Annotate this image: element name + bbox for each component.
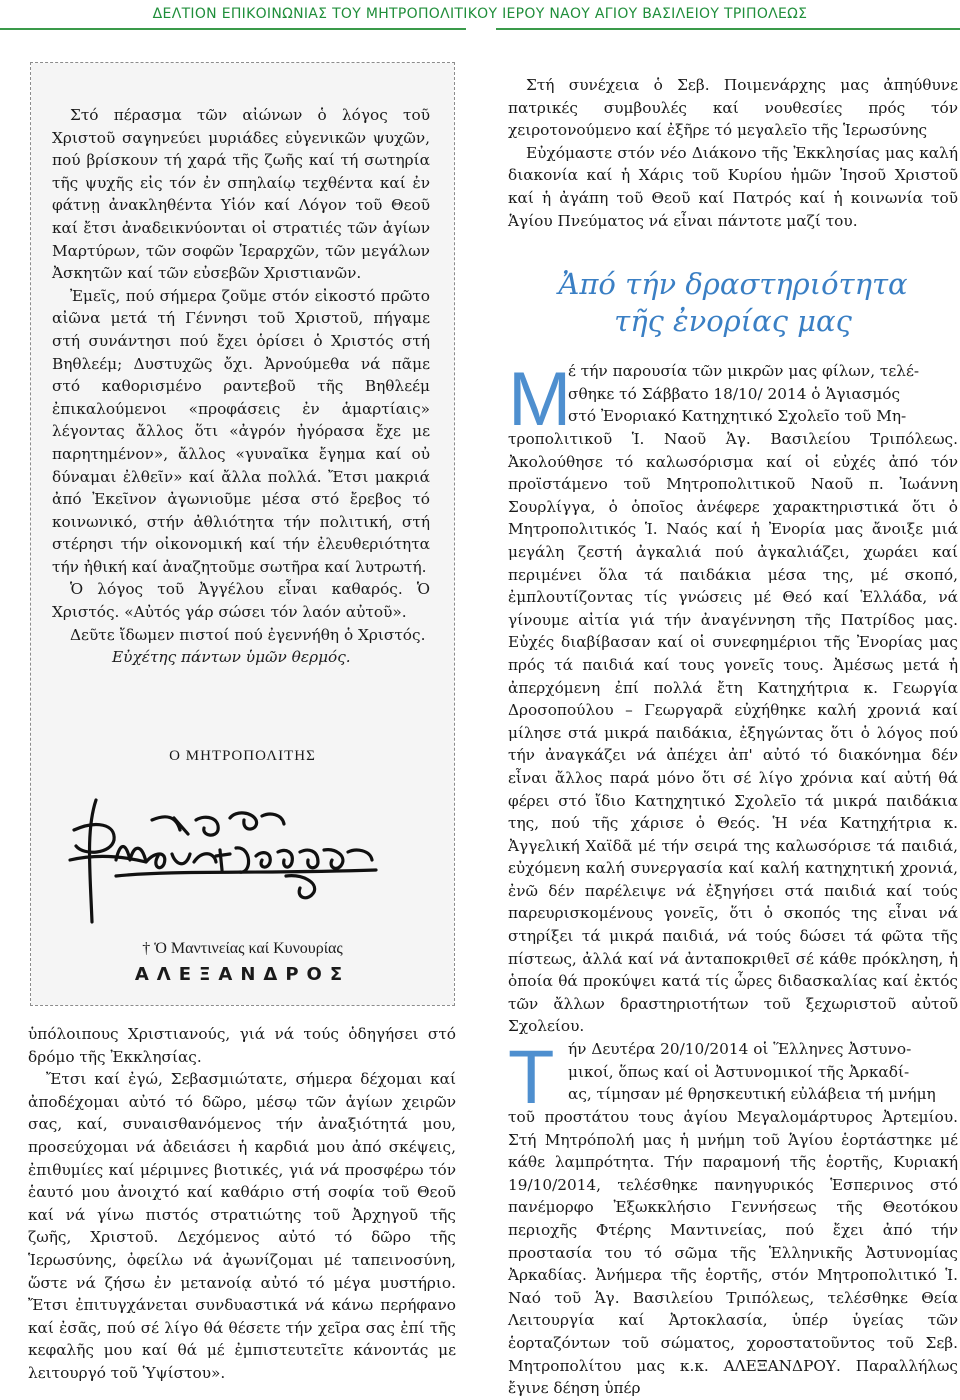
message-paragraph: Ἐμεῖς, πού σήμερα ζοῦμε στόν εἰκοστό πρῶτο αἰῶνα μετά τή Γέννησι τοῦ Χριστοῦ, πήγαμε στή συνάντησι πού ἔχει ὁρίσει ὁ Χριστός στή Βηθλεέμ; Δυστυχῶς ὄχι. Ἀρνούμεθα νά πᾶμε στό καθορισμένο ραντεβοῦ τῆς Βηθλεέμ ἐπικαλούμενοι «προφάσεις ἐν ἁμαρτίαις» λέγοντας ἄλλος ὅτι «ἀγρόν ἠγόρασα ἔχε με παρητημένον», ἄλλος «γυναῖκα ἔγημα καί οὐ δύναμαι ἐλθεῖν» καί ἄλλα πολλά. Ἔτσι μακριά ἀπό Ἐκεῖνον ἀγωνιοῦμε μέσα στό ἔρεβος τό κοινωνικό, στήν ἀθλιότητα τήν πολιτική, στή στέρησι τήν οἰκονομική καί τήν ἐλευθεριότητα τήν ἠθική καί ἀναζητοῦμε σωτῆρα καί λυτρωτή. <box>52 286 430 576</box>
section-heading <box>508 266 958 340</box>
article-opening-lines <box>568 1038 958 1106</box>
masthead-rule-left <box>0 28 466 30</box>
section-heading-line: τῆς ἐνορίας μας <box>614 304 852 338</box>
body-paragraph: ὑπόλοιπους Χριστιανούς, γιά νά τούς ὁδηγήσει στό δρόμο τῆς Ἐκκλησίας. <box>28 1025 456 1066</box>
section-heading-line: Ἀπό τήν δραστηριότητα <box>558 267 908 301</box>
article-body <box>508 1106 958 1400</box>
text-line: μικοί, ὅπως καί οἱ Ἀστυνομικοί τῆς Ἀρκαδί- <box>568 1062 910 1081</box>
metropolitan-title: Ο ΜΗΤΡΟΠΟΛΙΤΗΣ <box>169 748 316 764</box>
article-opening-lines <box>568 360 958 428</box>
text-line: σθηκε τό Σάββατο 18/10/ 2014 ὁ Ἁγιασμός <box>568 384 901 403</box>
left-column-continuation <box>28 1023 456 1385</box>
body-paragraph: τοῦ προστάτου τους ἁγίου Μεγαλομάρτυρος Ἀρτεμίου. Στή Μητρόπολή μας ἡ μνήμη τοῦ Ἁγίου ἑορτάστηκε μέ κάθε λαμπρότητα. Τήν παραμονή τῆς ἑορτῆς, Κυριακή 19/10/2014, τελέσθηκε πανηγυρικός Ἑσπερινος στό πανέμορφο Ἐξωκκλήσιο Γεννήσεως τῆς Θεοτόκου περιοχῆς Φτέρης Μαντινείας, πού ἔχει ἀπό τήν προστασία του τό σῶμα τῆς Ἑλληνικῆς Ἀστυνομίας Ἀρκαδίας. Ἀνήμερα τῆς ἑορτῆς, στόν Μητροπολιτικό Ἱ. Ναό τοῦ Ἁγ. Βασιλείου Τριπόλεως, τελέσθηκε Θεία Λειτουργία καί Ἀρτοκλασία, ὑπέρ ὑγείας τῶν ἑορταζόντων τοῦ σώματος, χοροστατοῦντος τοῦ Σεβ. Μητροπολίτου μας κ.κ. ΑΛΕΞΑΝΔΡΟΥ. Παραλλήλως ἔγινε δέηση ὑπέρ <box>508 1108 958 1398</box>
text-line: ας, τίμησαν μέ θρησκευτική εὐλάβεια τή μνήμη <box>568 1085 936 1104</box>
body-paragraph: Ἔτσι καί ἐγώ, Σεβασμιώτατε, σήμερα δέχομαι καί ἀποδέχομαι αὐτό τό δῶρο, μέσῳ τῶν ἁγίων χειρῶν σας, καί, συναισθανόμενος τήν ἀναξιότητά μου, προσεύχομαι νά ἀδειάσει ἡ καρδιά μου ἀπό σκέψεις, ἐπιθυμίες καί μέριμνες βιοτικές, γιά νά προσφέρω τόν ἑαυτό μου ἀνοιχτό καί καθάριο στή σοφία τοῦ Θεοῦ καί νά γίνω πιστός στρατιώτης τοῦ Ἀρχηγοῦ τῆς ζωῆς, Χριστοῦ. Δεχόμενος αὐτό τό δῶρο τῆς Ἱερωσύνης, ὀφείλω νά ἀγωνίζομαι μέ ταπεινοσύνη, ὥστε νά ζήσω ἐν μετανοίᾳ αὐτό τό μέγα μυστήριο. Ἔτσι ἐπιτυγχάνεται συνδυαστικά νά κάνω περήφανο καί ἐσᾶς, πού σέ λίγο θά θέσετε τήν χεῖρα σας ἐπί τῆς κεφαλῆς μου καί θά μέ ἐμπιστευτεῖτε κάνοντάς με λειτουργό τοῦ Ὑψίστου». <box>28 1070 456 1382</box>
body-paragraph: τροπολιτικοῦ Ἱ. Ναοῦ Ἁγ. Βασιλείου Τριπόλεως. Ἀκολούθησε τό καλωσόρισμα καί οἱ εὐχές ἀπό τόν προϊστάμενο τοῦ Μητροπολιτικοῦ Ναοῦ π. Ἰωάννη Σουρλίγγα, ὁ ὁποῖος ἀνέφερε χαρακτηριστικά ὅτι ὁ Μητροπολιτικός Ἱ. Ναός καί ἡ Ἐνορία μας ἄνοιξε μιά μεγάλη ζεστή ἀγκαλιά πού ἀγκαλιάζει, χωράει καί περιμένει ὅλα τά παιδάκια μέσα της, μέ σκοπό, ἐμπλουτίζοντας τίς γνώσεις μέ Θεό καί Ἑλλάδα, νά γίνουμε αἰτία γιά τήν ἀναγέννηση τῆς Πατρίδος μας. Εὐχές διαβίβασαν καί οἱ συνεφημέριοι τῆς Ἐνορίας μας πρός τά παιδιά καί τους γονεῖς τους. Ἀμέσως μετά ἡ ἀπερχόμενη ἐπί πολλά ἔτη Κατηχήτρια κ. Γεωργία Δροσοπούλου – Γεωργαρᾶ εὐχήθηκε καλή χρονιά καί μίλησε στά μικρά παιδάκια, ἐξηγώντας ὅτι ὁ λόγος πού τήν ἀναγκάζει νά ἀπέχει ἀπ' αὐτό τό διακόνημα δέν εἶναι ἄλλος παρά μόνο ὅτι σέ λίγο χρόνια καί αὐτή θά φέρει στό ἴδιο Κατηχητικό Σχολεῖο τά μικρά παιδάκια της, πού τῆς χάρισε ὁ Θεός. Ἡ νέα Κατηχήτρια κ. Ἀγγελική Χαϊδᾶ μέ τήν σειρά της καλωσόρισε τά παιδιά, εὐχόμενη καλή συνεργασία καί καλή κατηχητική χρονιά, ἐνῶ δέν παρέλειψε νά ἐξηγήσει στά παιδιά καί τούς παρευρισκομένους γονεῖς, ὅτι ὁ σκοπός της εἶναι νά στηρίξει τά μικρά παιδιά, νά τούς δώσει τά φῶτα τῆς πίστεως, ἀλλά καί νά ἀνταποκριθεῖ σέ κάθε πρόκληση, ἡ ὁποία θά προκύψει κατά τίς ὧρες διδασκαλίας καί ἐκτός τῶν ἄλλων δραστηριοτήτων τοῦ ξεχωριστοῦ αὐτοῦ Σχολείου. <box>508 430 958 1036</box>
right-column-intro <box>508 74 958 232</box>
message-paragraph: Ὁ λόγος τοῦ Ἀγγέλου εἶναι καθαρός. Ὁ Χριστός. «Αὐτός γάρ σώσει τόν λαόν αὐτοῦ». <box>52 580 430 622</box>
text-line: ήν Δευτέρα 20/10/2014 οἱ Ἕλληνες Ἀστυνο- <box>568 1040 912 1058</box>
signer-see: † Ὁ Μαντινείας καί Κυνουρίας <box>142 940 343 957</box>
text-line: έ τήν παρουσία τῶν μικρῶν μας φίλων, τελέ- <box>568 362 920 380</box>
text-line: στό Ἐνοριακό Κατηχητικό Σχολεῖο τοῦ Μη- <box>568 407 907 426</box>
signer-name: ΑΛΕΞΑΝΔΡΟΣ <box>134 964 351 985</box>
drop-cap-letter: Τ <box>508 1035 555 1120</box>
drop-cap-letter: Μ <box>508 357 572 442</box>
message-closing: Εὐχέτης πάντων ὑμῶν θερμός. <box>112 648 351 667</box>
metropolitan-message-text <box>52 104 430 669</box>
message-paragraph: Δεῦτε ἴδωμεν πιστοί πού ἐγεννήθη ὁ Χριστός. <box>70 625 426 644</box>
newsletter-masthead: ΔΕΛΤΙΟΝ ΕΠΙΚΟΙΝΩΝΙΑΣ ΤΟΥ ΜΗΤΡΟΠΟΛΙΤΙΚΟΥ ΙΕΡΟΥ ΝΑΟΥ ΑΓΙΟΥ ΒΑΣΙΛΕΙΟΥ ΤΡΙΠΟΛΕΩΣ <box>152 6 808 22</box>
article-body <box>508 428 958 1038</box>
handwritten-signature <box>56 790 396 930</box>
message-paragraph: Στό πέρασμα τῶν αἰώνων ὁ λόγος τοῦ Χριστοῦ σαγηνεύει μυριάδες εὐγενικῶν ψυχῶν, πού βρίσκουν τή χαρά τῆς ζωῆς καί τή σωτηρία τῆς ψυχῆς εἰς τόν ἐν σπηλαίῳ τεχθέντα καί ἐν φάτνῃ ἀνακληθέντα Υἱόν καί Λόγον τοῦ Θεοῦ καί ἔτσι ἀναδεικνύονται οἱ στρατιές τῶν ἁγίων Μαρτύρων, τῶν σοφῶν Ἱεραρχῶν, τῶν μεγάλων Ἀσκητῶν καί τῶν εὐσεβῶν Χριστιανῶν. <box>52 106 430 283</box>
body-paragraph: Εὐχόμαστε στόν νέο Διάκονο τῆς Ἐκκλησίας μας καλή διακονία καί ἡ Χάρις τοῦ Κυρίου ἡμῶν Ἰησοῦ Χριστοῦ καί ἡ ἀγάπη τοῦ Θεοῦ καί Πατρός καί ἡ κοινωνία τοῦ Ἁγίου Πνεύματος νά εἶναι πάντοτε μαζί του. <box>508 143 958 230</box>
body-paragraph: Στή συνέχεια ὁ Σεβ. Ποιμενάρχης μας ἀπηύθυνε πατρικές συμβουλές καί νουθεσίες πρός τόν χειροτονούμενο καί ἐξῆρε τό μεγαλεῖο τῆς Ἱερωσύνης <box>508 76 958 140</box>
masthead-rule-right <box>496 28 960 30</box>
